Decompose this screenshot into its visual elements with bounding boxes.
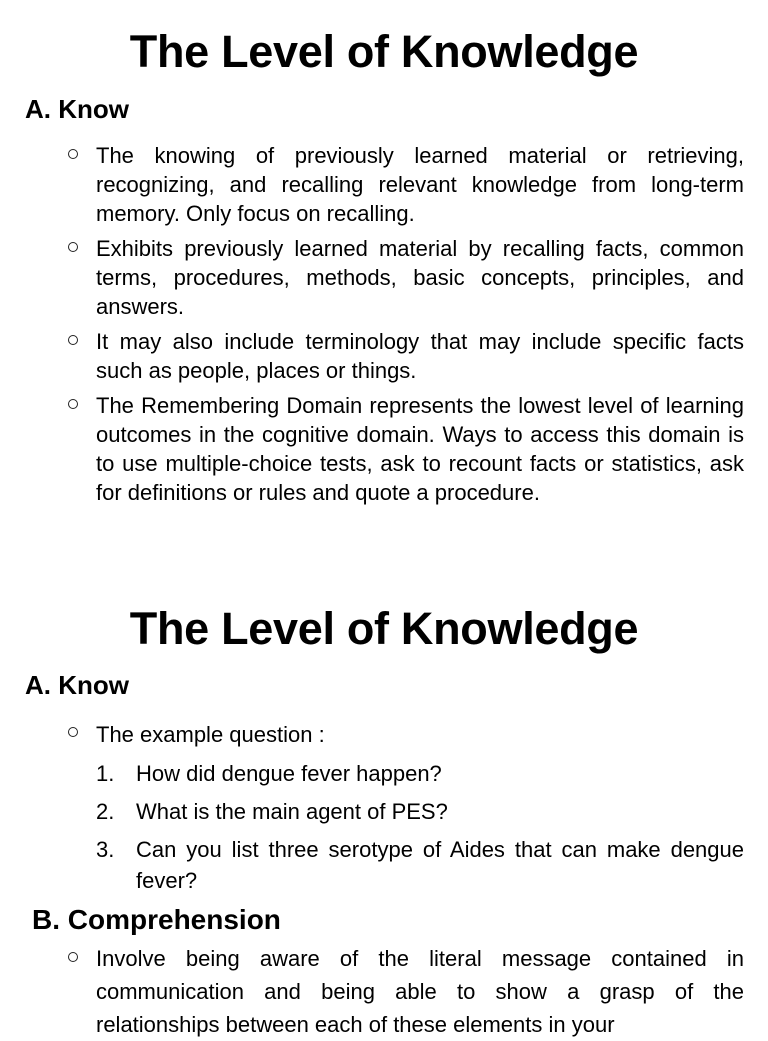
section-heading: B. Comprehension (32, 904, 281, 935)
bullet-list (68, 141, 744, 513)
list-item (96, 796, 744, 827)
circle-bullet-icon (68, 149, 78, 159)
slide-2 (0, 580, 768, 900)
circle-bullet-icon (68, 399, 78, 409)
circle-bullet-icon (68, 335, 78, 345)
question-text: What is the main agent of PES? (136, 799, 448, 824)
item-number: 3. (96, 837, 115, 862)
circle-bullet-icon (68, 727, 78, 737)
list-item (68, 234, 744, 321)
list-item (68, 327, 744, 385)
section-heading: A. Know (25, 670, 129, 700)
bullet-text: The Remembering Domain represents the lowest level of learning outcomes in the cognitive domain. Ways to access this domain is to use multiple-choice tests, ask to recount facts or statistics, ask for definitions or rules and quote a procedure. (96, 393, 744, 505)
question-text: How did dengue fever happen? (136, 761, 442, 786)
bullet-text: It may also include terminology that may include specific facts such as people, places or things. (96, 329, 744, 383)
slide-title: The Level of Knowledge (129, 603, 639, 654)
slide-title: The Level of Knowledge (129, 26, 639, 77)
circle-bullet-icon (68, 952, 78, 962)
list-item (96, 758, 744, 789)
list-item (68, 141, 744, 228)
item-number: 2. (96, 799, 115, 824)
bullet-text: Involve being aware of the literal message contained in communication and being able to show a grasp of the relationships between each of these elements in your (96, 946, 744, 1037)
list-item (68, 391, 744, 507)
question-text: Can you list three serotype of Aides that can make dengue fever? (136, 837, 744, 893)
list-item (96, 834, 744, 896)
slide-3 (0, 900, 768, 1037)
bullet-text: The knowing of previously learned material or retrieving, recognizing, and recalling relevant knowledge from long-term memory. Only focus on recalling. (96, 143, 744, 226)
question-list (96, 758, 744, 903)
item-number: 1. (96, 761, 115, 786)
circle-bullet-icon (68, 242, 78, 252)
bullet-list (68, 942, 744, 1041)
bullet-text: The example question : (96, 722, 325, 747)
section-heading: A. Know (25, 94, 129, 124)
bullet-list (68, 719, 744, 750)
list-item (68, 719, 744, 750)
bullet-text: Exhibits previously learned material by recalling facts, common terms, procedures, methods, basic concepts, principles, and answers. (96, 236, 744, 319)
list-item (68, 942, 744, 1041)
